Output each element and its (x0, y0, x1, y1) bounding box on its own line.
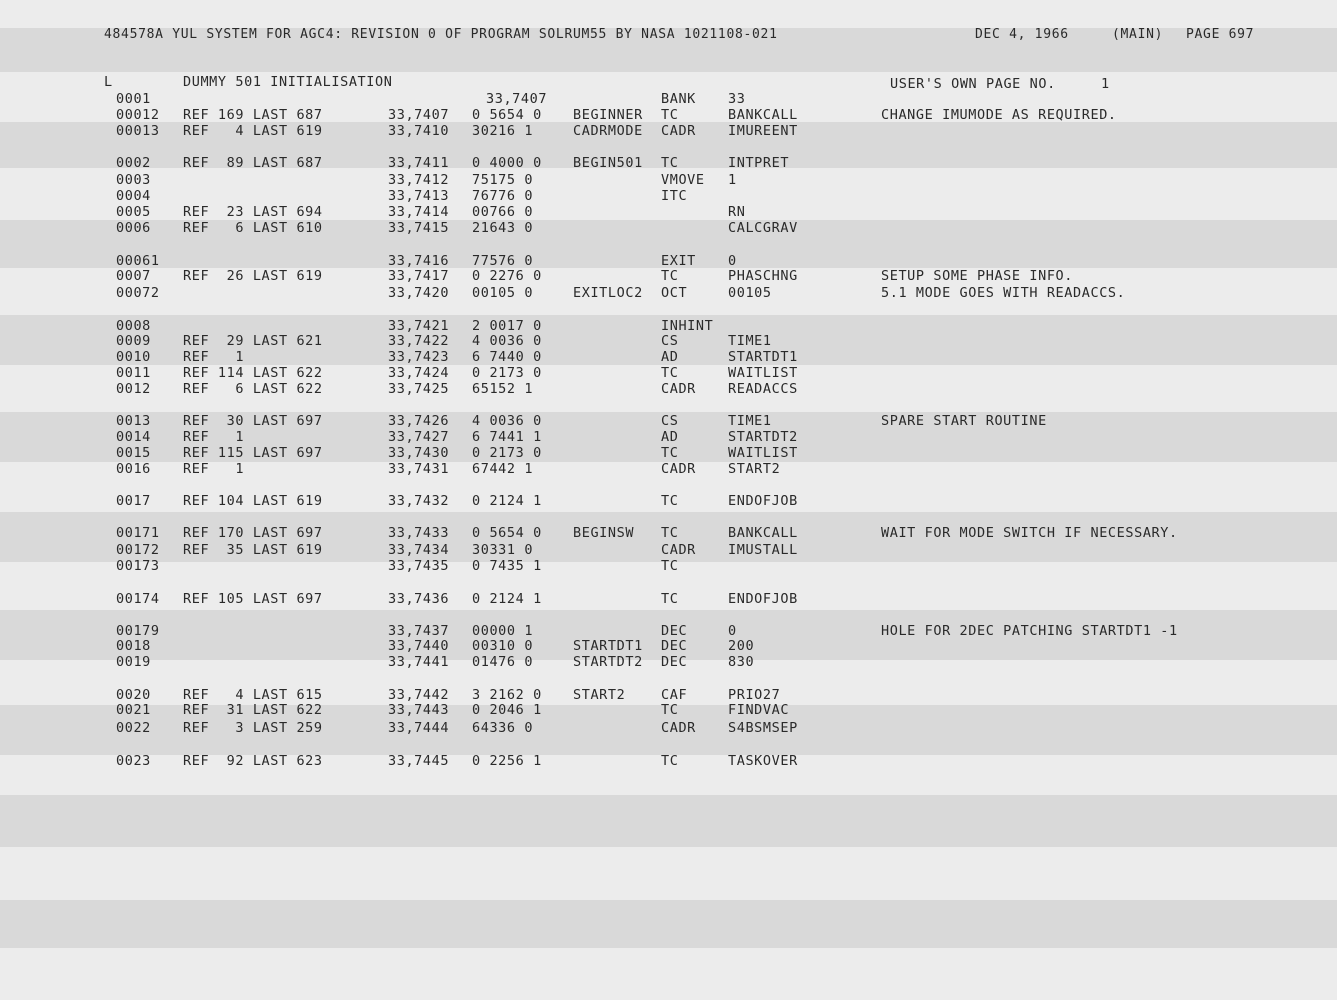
row-seq-number: 00061 (116, 253, 160, 269)
row-ref-info: REF 105 LAST 697 (183, 591, 323, 607)
row-opcode: ITC (661, 188, 688, 204)
row-operand: IMUSTALL (728, 542, 798, 558)
row-opcode: TC (661, 268, 679, 284)
row-opcode: EXIT (661, 253, 696, 269)
row-opcode: VMOVE (661, 172, 705, 188)
row-seq-number: 00012 (116, 107, 160, 123)
row-operand: BANKCALL (728, 107, 798, 123)
row-seq-number: 0006 (116, 220, 151, 236)
row-ref-info: REF 3 LAST 259 (183, 720, 323, 736)
listing-flag: L (104, 74, 113, 90)
row-address: 33,7436 (388, 591, 450, 607)
row-seq-number: 0008 (116, 318, 151, 334)
header-title: 484578A YUL SYSTEM FOR AGC4: REVISION 0 OF PROGRAM SOLRUM55 BY NASA 1021108-021 (104, 27, 778, 42)
row-operand: CALCGRAV (728, 220, 798, 236)
row-seq-number: 0004 (116, 188, 151, 204)
row-octal-code: 75175 0 (472, 172, 534, 188)
row-address: 33,7442 (388, 687, 450, 703)
row-address: 33,7431 (388, 461, 450, 477)
row-label: STARTDT1 (573, 638, 643, 654)
row-address: 33,7426 (388, 413, 450, 429)
row-operand: S4BSMSEP (728, 720, 798, 736)
row-octal-code: 21643 0 (472, 220, 534, 236)
row-ref-info: REF 115 LAST 697 (183, 445, 323, 461)
row-octal-code: 0 5654 0 (472, 525, 542, 541)
row-seq-number: 0022 (116, 720, 151, 736)
row-seq-number: 00172 (116, 542, 160, 558)
row-label: CADRMODE (573, 123, 643, 139)
row-seq-number: 0009 (116, 333, 151, 349)
row-octal-code: 67442 1 (472, 461, 534, 477)
row-octal-code: 00766 0 (472, 204, 534, 220)
row-octal-code: 0 2124 1 (472, 591, 542, 607)
row-seq-number: 0023 (116, 753, 151, 769)
row-operand: 0 (728, 623, 737, 639)
row-ref-info: REF 114 LAST 622 (183, 365, 323, 381)
row-operand: 33 (728, 91, 746, 107)
row-octal-code: 64336 0 (472, 720, 534, 736)
row-ref-info: REF 4 LAST 615 (183, 687, 323, 703)
row-comment: 5.1 MODE GOES WITH READACCS. (881, 285, 1126, 301)
row-opcode: TC (661, 493, 679, 509)
row-opcode: OCT (661, 285, 688, 301)
row-address: 33,7422 (388, 333, 450, 349)
row-address: 33,7410 (388, 123, 450, 139)
row-opcode: CADR (661, 123, 696, 139)
row-label: START2 (573, 687, 626, 703)
header-section: (MAIN) (1112, 27, 1164, 42)
row-opcode: TC (661, 753, 679, 769)
row-comment: HOLE FOR 2DEC PATCHING STARTDT1 -1 (881, 623, 1178, 639)
row-operand: PHASCHNG (728, 268, 798, 284)
row-seq-number: 00179 (116, 623, 160, 639)
row-octal-code: 65152 1 (472, 381, 534, 397)
row-opcode: TC (661, 558, 679, 574)
row-opcode: TC (661, 702, 679, 718)
row-comment: CHANGE IMUMODE AS REQUIRED. (881, 107, 1117, 123)
row-ref-info: REF 35 LAST 619 (183, 542, 323, 558)
row-address: 33,7440 (388, 638, 450, 654)
row-opcode: AD (661, 349, 679, 365)
users-page-number: 1 (1101, 76, 1110, 92)
row-ref-info: REF 6 LAST 622 (183, 381, 323, 397)
row-operand: BANKCALL (728, 525, 798, 541)
row-address: 33,7445 (388, 753, 450, 769)
row-address: 33,7437 (388, 623, 450, 639)
row-ref-info: REF 170 LAST 697 (183, 525, 323, 541)
row-opcode: TC (661, 445, 679, 461)
header-page-number: PAGE 697 (1186, 27, 1255, 42)
row-seq-number: 0021 (116, 702, 151, 718)
row-operand: RN (728, 204, 746, 220)
row-opcode: TC (661, 365, 679, 381)
row-seq-number: 00174 (116, 591, 160, 607)
row-opcode: CADR (661, 381, 696, 397)
row-octal-code: 6 7441 1 (472, 429, 542, 445)
row-address: 33,7443 (388, 702, 450, 718)
row-ref-info: REF 31 LAST 622 (183, 702, 323, 718)
row-address: 33,7424 (388, 365, 450, 381)
row-seq-number: 0013 (116, 413, 151, 429)
row-operand: 830 (728, 654, 755, 670)
row-seq-number: 00173 (116, 558, 160, 574)
row-address: 33,7432 (388, 493, 450, 509)
row-opcode: TC (661, 591, 679, 607)
row-comment: SPARE START ROUTINE (881, 413, 1047, 429)
row-operand: IMUREENT (728, 123, 798, 139)
row-opcode: CS (661, 413, 679, 429)
row-seq-number: 00171 (116, 525, 160, 541)
row-ref-info: REF 104 LAST 619 (183, 493, 323, 509)
row-octal-code: 6 7440 0 (472, 349, 542, 365)
row-label: STARTDT2 (573, 654, 643, 670)
row-comment: WAIT FOR MODE SWITCH IF NECESSARY. (881, 525, 1178, 541)
row-opcode: CS (661, 333, 679, 349)
row-opcode: BANK (661, 91, 696, 107)
row-octal-code: 0 2276 0 (472, 268, 542, 284)
row-operand: PRIO27 (728, 687, 781, 703)
row-address: 33,7444 (388, 720, 450, 736)
row-octal-code: 77576 0 (472, 253, 534, 269)
row-operand: TIME1 (728, 413, 772, 429)
row-operand: WAITLIST (728, 365, 798, 381)
row-octal-code: 4 0036 0 (472, 333, 542, 349)
row-opcode: AD (661, 429, 679, 445)
row-address: 33,7417 (388, 268, 450, 284)
row-opcode: DEC (661, 638, 688, 654)
row-address: 33,7430 (388, 445, 450, 461)
row-ref-info: REF 92 LAST 623 (183, 753, 323, 769)
row-ref-info: REF 169 LAST 687 (183, 107, 323, 123)
row-seq-number: 0014 (116, 429, 151, 445)
row-octal-code: 0 5654 0 (472, 107, 542, 123)
row-operand: 1 (728, 172, 737, 188)
row-octal-code: 4 0036 0 (472, 413, 542, 429)
row-label: BEGINSW (573, 525, 635, 541)
row-seq-number: 0012 (116, 381, 151, 397)
row-ref-info: REF 1 (183, 429, 245, 445)
row-address: 33,7413 (388, 188, 450, 204)
row-opcode: DEC (661, 654, 688, 670)
row-opcode: CADR (661, 720, 696, 736)
row-octal-code: 00000 1 (472, 623, 534, 639)
row-seq-number: 0001 (116, 91, 151, 107)
row-operand: 00105 (728, 285, 772, 301)
row-opcode: INHINT (661, 318, 714, 334)
row-ref-info: REF 29 LAST 621 (183, 333, 323, 349)
row-address: 33,7427 (388, 429, 450, 445)
row-octal-code: 00105 0 (472, 285, 534, 301)
row-opcode: CADR (661, 542, 696, 558)
row-opcode: TC (661, 155, 679, 171)
row-address: 33,7412 (388, 172, 450, 188)
row-address: 33,7414 (388, 204, 450, 220)
row-label: BEGINNER (573, 107, 643, 123)
row-ref-info: REF 1 (183, 461, 245, 477)
row-seq-number: 0016 (116, 461, 151, 477)
row-seq-number: 0010 (116, 349, 151, 365)
row-operand: 200 (728, 638, 755, 654)
row-octal-code: 0 2173 0 (472, 365, 542, 381)
row-address: 33,7425 (388, 381, 450, 397)
row-opcode: TC (661, 107, 679, 123)
row-octal-code: 2 0017 0 (472, 318, 542, 334)
row-address: 33,7420 (388, 285, 450, 301)
row-octal-code: 33,7407 (486, 91, 548, 107)
row-octal-code: 3 2162 0 (472, 687, 542, 703)
row-octal-code: 0 2046 1 (472, 702, 542, 718)
row-operand: STARTDT1 (728, 349, 798, 365)
row-seq-number: 0017 (116, 493, 151, 509)
row-address: 33,7441 (388, 654, 450, 670)
row-seq-number: 0015 (116, 445, 151, 461)
row-address: 33,7415 (388, 220, 450, 236)
row-operand: START2 (728, 461, 781, 477)
row-octal-code: 0 4000 0 (472, 155, 542, 171)
row-opcode: CADR (661, 461, 696, 477)
row-ref-info: REF 23 LAST 694 (183, 204, 323, 220)
row-seq-number: 0011 (116, 365, 151, 381)
users-page-label: USER'S OWN PAGE NO. (890, 76, 1056, 92)
row-address: 33,7433 (388, 525, 450, 541)
row-address: 33,7416 (388, 253, 450, 269)
row-ref-info: REF 1 (183, 349, 245, 365)
row-comment: SETUP SOME PHASE INFO. (881, 268, 1074, 284)
row-seq-number: 0019 (116, 654, 151, 670)
row-seq-number: 0018 (116, 638, 151, 654)
row-operand: ENDOFJOB (728, 493, 798, 509)
row-ref-info: REF 6 LAST 610 (183, 220, 323, 236)
row-address: 33,7407 (388, 107, 450, 123)
row-operand: ENDOFJOB (728, 591, 798, 607)
header-date: DEC 4, 1966 (975, 27, 1069, 42)
row-seq-number: 0003 (116, 172, 151, 188)
row-seq-number: 0007 (116, 268, 151, 284)
row-operand: WAITLIST (728, 445, 798, 461)
row-operand: FINDVAC (728, 702, 790, 718)
row-address: 33,7421 (388, 318, 450, 334)
row-opcode: TC (661, 525, 679, 541)
row-octal-code: 30331 0 (472, 542, 534, 558)
row-opcode: DEC (661, 623, 688, 639)
row-operand: INTPRET (728, 155, 790, 171)
row-ref-info: REF 26 LAST 619 (183, 268, 323, 284)
row-seq-number: 00072 (116, 285, 160, 301)
row-address: 33,7423 (388, 349, 450, 365)
row-octal-code: 0 2173 0 (472, 445, 542, 461)
row-operand: STARTDT2 (728, 429, 798, 445)
row-ref-info: REF 89 LAST 687 (183, 155, 323, 171)
row-seq-number: 00013 (116, 123, 160, 139)
row-operand: TASKOVER (728, 753, 798, 769)
row-seq-number: 0020 (116, 687, 151, 703)
row-octal-code: 76776 0 (472, 188, 534, 204)
row-label: BEGIN501 (573, 155, 643, 171)
row-octal-code: 00310 0 (472, 638, 534, 654)
row-opcode: CAF (661, 687, 688, 703)
section-title: DUMMY 501 INITIALISATION (183, 74, 393, 90)
row-ref-info: REF 4 LAST 619 (183, 123, 323, 139)
row-octal-code: 0 7435 1 (472, 558, 542, 574)
row-operand: 0 (728, 253, 737, 269)
row-octal-code: 01476 0 (472, 654, 534, 670)
row-octal-code: 0 2256 1 (472, 753, 542, 769)
row-address: 33,7411 (388, 155, 450, 171)
row-ref-info: REF 30 LAST 697 (183, 413, 323, 429)
row-operand: READACCS (728, 381, 798, 397)
row-seq-number: 0002 (116, 155, 151, 171)
row-address: 33,7435 (388, 558, 450, 574)
row-address: 33,7434 (388, 542, 450, 558)
row-octal-code: 30216 1 (472, 123, 534, 139)
row-seq-number: 0005 (116, 204, 151, 220)
row-operand: TIME1 (728, 333, 772, 349)
row-label: EXITLOC2 (573, 285, 643, 301)
row-octal-code: 0 2124 1 (472, 493, 542, 509)
